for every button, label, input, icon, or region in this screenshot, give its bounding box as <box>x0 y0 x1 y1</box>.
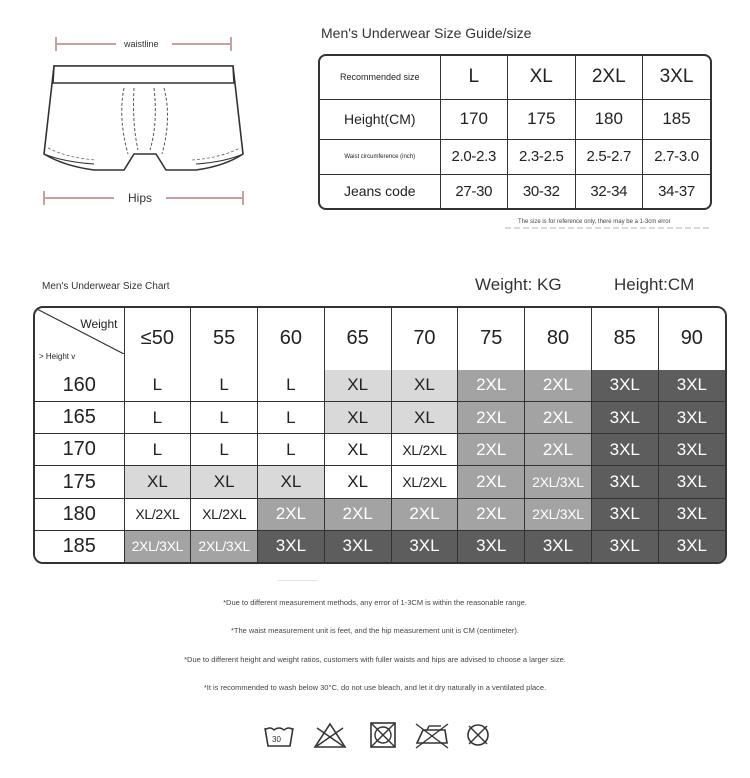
size-cell: L <box>124 401 191 433</box>
weight-header: 85 <box>591 308 658 370</box>
faint-divider <box>278 580 318 581</box>
size-cell: XL <box>324 370 391 402</box>
size-cell: 3XL <box>658 466 725 498</box>
weight-header: 70 <box>391 308 458 370</box>
guide-cell: 30-32 <box>508 174 576 208</box>
size-cell: 3XL <box>658 401 725 433</box>
size-cell: 2XL <box>324 498 391 530</box>
height-header: 180 <box>35 498 124 530</box>
size-cell: XL <box>124 466 191 498</box>
size-cell: 3XL <box>458 530 525 562</box>
guide-row-jeans <box>320 174 710 208</box>
weight-header: 80 <box>525 308 592 370</box>
note-units: *The waist measurement unit is feet, and the hip measurement unit is CM (centimeter). <box>230 626 520 635</box>
size-cell: L <box>258 370 325 402</box>
guide-note: The size is for reference only, there may be a 1-3cm error <box>518 219 671 225</box>
size-cell: L <box>258 434 325 466</box>
guide-cell: 185 <box>643 99 711 139</box>
underwear-diagram <box>20 28 260 218</box>
size-cell: L <box>258 401 325 433</box>
note-measurement-error: *Due to different measurement methods, any error of 1-3CM is within the reasonable range. <box>223 598 527 607</box>
chart-row <box>35 401 725 433</box>
guide-cell: 2.3-2.5 <box>508 140 576 175</box>
guide-cell: 32-34 <box>575 174 643 208</box>
size-cell: 2XL <box>458 370 525 402</box>
size-cell: XL <box>191 466 258 498</box>
size-cell: 2XL <box>525 401 592 433</box>
faint-divider <box>505 227 710 229</box>
height-unit-label: Height:CM <box>614 275 695 294</box>
svg-text:30: 30 <box>272 735 281 744</box>
corner-weight-label: Weight <box>80 317 118 331</box>
weight-header: 90 <box>658 308 725 370</box>
weight-header: 55 <box>191 308 258 370</box>
no-dry-clean-icon <box>464 720 492 750</box>
guide-cell: 2XL <box>575 56 643 99</box>
size-cell: 3XL <box>591 370 658 402</box>
weight-header: ≤50 <box>124 308 191 370</box>
corner-cell <box>35 308 124 370</box>
guide-cell: 170 <box>440 99 508 139</box>
size-cell: 3XL <box>591 530 658 562</box>
size-cell: 3XL <box>324 530 391 562</box>
weight-header: 65 <box>324 308 391 370</box>
diagonal-divider <box>35 308 124 354</box>
guide-cell: 3XL <box>643 56 711 99</box>
size-cell: XL <box>391 401 458 433</box>
guide-row-label: Waist circumference (inch) <box>320 140 440 175</box>
size-cell: 3XL <box>591 401 658 433</box>
no-tumble-dry-icon <box>368 720 398 750</box>
note-larger-size: *Due to different height and weight ratios, customers with fuller waists and hips are advised to choose a larger size. <box>184 655 566 664</box>
briefs-illustration <box>20 28 260 218</box>
size-cell: XL <box>324 401 391 433</box>
size-cell: XL <box>324 434 391 466</box>
guide-row-label: Jeans code <box>320 174 440 208</box>
size-cell: 3XL <box>591 466 658 498</box>
size-cell: 2XL/3XL <box>124 530 191 562</box>
size-cell: L <box>124 370 191 402</box>
guide-row-label: Height(CM) <box>320 99 440 139</box>
chart-title: Men's Underwear Size Chart <box>42 281 170 292</box>
size-cell: XL <box>324 466 391 498</box>
size-cell: 2XL <box>458 434 525 466</box>
size-cell: L <box>191 401 258 433</box>
size-cell: XL/2XL <box>124 498 191 530</box>
size-cell: 2XL/3XL <box>191 530 258 562</box>
size-chart-table <box>33 306 727 564</box>
weight-header: 60 <box>258 308 325 370</box>
size-cell: L <box>191 434 258 466</box>
size-cell: L <box>124 434 191 466</box>
size-cell: XL <box>258 466 325 498</box>
size-cell: 2XL <box>458 466 525 498</box>
corner-height-label: > Height v <box>39 351 76 361</box>
size-cell: 3XL <box>658 530 725 562</box>
size-cell: XL/2XL <box>391 434 458 466</box>
weight-header: 75 <box>458 308 525 370</box>
guide-title: Men's Underwear Size Guide/size <box>321 25 532 41</box>
size-cell: 3XL <box>258 530 325 562</box>
size-cell: 2XL <box>458 498 525 530</box>
guide-cell: 2.7-3.0 <box>643 140 711 175</box>
chart-row <box>35 498 725 530</box>
size-cell: 2XL <box>525 370 592 402</box>
size-cell: 3XL <box>658 498 725 530</box>
no-bleach-icon <box>312 720 348 750</box>
size-cell: 2XL/3XL <box>525 498 592 530</box>
size-cell: 3XL <box>391 530 458 562</box>
size-cell: XL/2XL <box>391 466 458 498</box>
guide-cell: 175 <box>508 99 576 139</box>
chart-row <box>35 466 725 498</box>
wash-30-icon <box>262 720 296 750</box>
guide-cell: 180 <box>575 99 643 139</box>
size-cell: XL/2XL <box>191 498 258 530</box>
note-washing: *It is recommended to wash below 30°C, do not use bleach, and let it dry naturally in a ventilated place. <box>203 683 547 692</box>
size-cell: 3XL <box>591 434 658 466</box>
size-cell: 2XL <box>258 498 325 530</box>
size-cell: 2XL <box>391 498 458 530</box>
guide-cell: 34-37 <box>658 182 695 200</box>
chart-row <box>35 530 725 562</box>
height-header: 185 <box>35 530 124 562</box>
chart-row <box>35 370 725 402</box>
size-cell: 3XL <box>658 434 725 466</box>
size-cell: 2XL/3XL <box>525 466 592 498</box>
size-cell: XL <box>391 370 458 402</box>
guide-row-label: Recommended size <box>320 56 440 99</box>
waistline-label: waistline <box>124 39 159 49</box>
size-guide-table <box>318 54 712 210</box>
guide-cell: 2.5-2.7 <box>575 140 643 175</box>
size-cell: 2XL <box>458 401 525 433</box>
guide-row-size <box>320 56 710 99</box>
chart-header-row <box>35 308 725 370</box>
chart-row <box>35 434 725 466</box>
size-cell: 3XL <box>525 530 592 562</box>
guide-cell: 2.0-2.3 <box>440 140 508 175</box>
guide-row-waist <box>320 140 710 175</box>
guide-cell: XL <box>508 56 576 99</box>
size-cell: 2XL <box>525 434 592 466</box>
size-cell: 3XL <box>591 498 658 530</box>
guide-row-height <box>320 99 710 139</box>
no-iron-icon <box>413 720 451 750</box>
size-cell: 3XL <box>658 370 725 402</box>
guide-cell: L <box>440 56 508 99</box>
height-header: 170 <box>35 434 124 466</box>
hips-label: Hips <box>128 191 153 205</box>
height-header: 165 <box>35 401 124 433</box>
guide-cell: 27-30 <box>440 174 508 208</box>
size-cell: L <box>191 370 258 402</box>
weight-unit-label: Weight: KG <box>475 275 562 294</box>
height-header: 175 <box>35 466 124 498</box>
height-header: 160 <box>35 370 124 402</box>
